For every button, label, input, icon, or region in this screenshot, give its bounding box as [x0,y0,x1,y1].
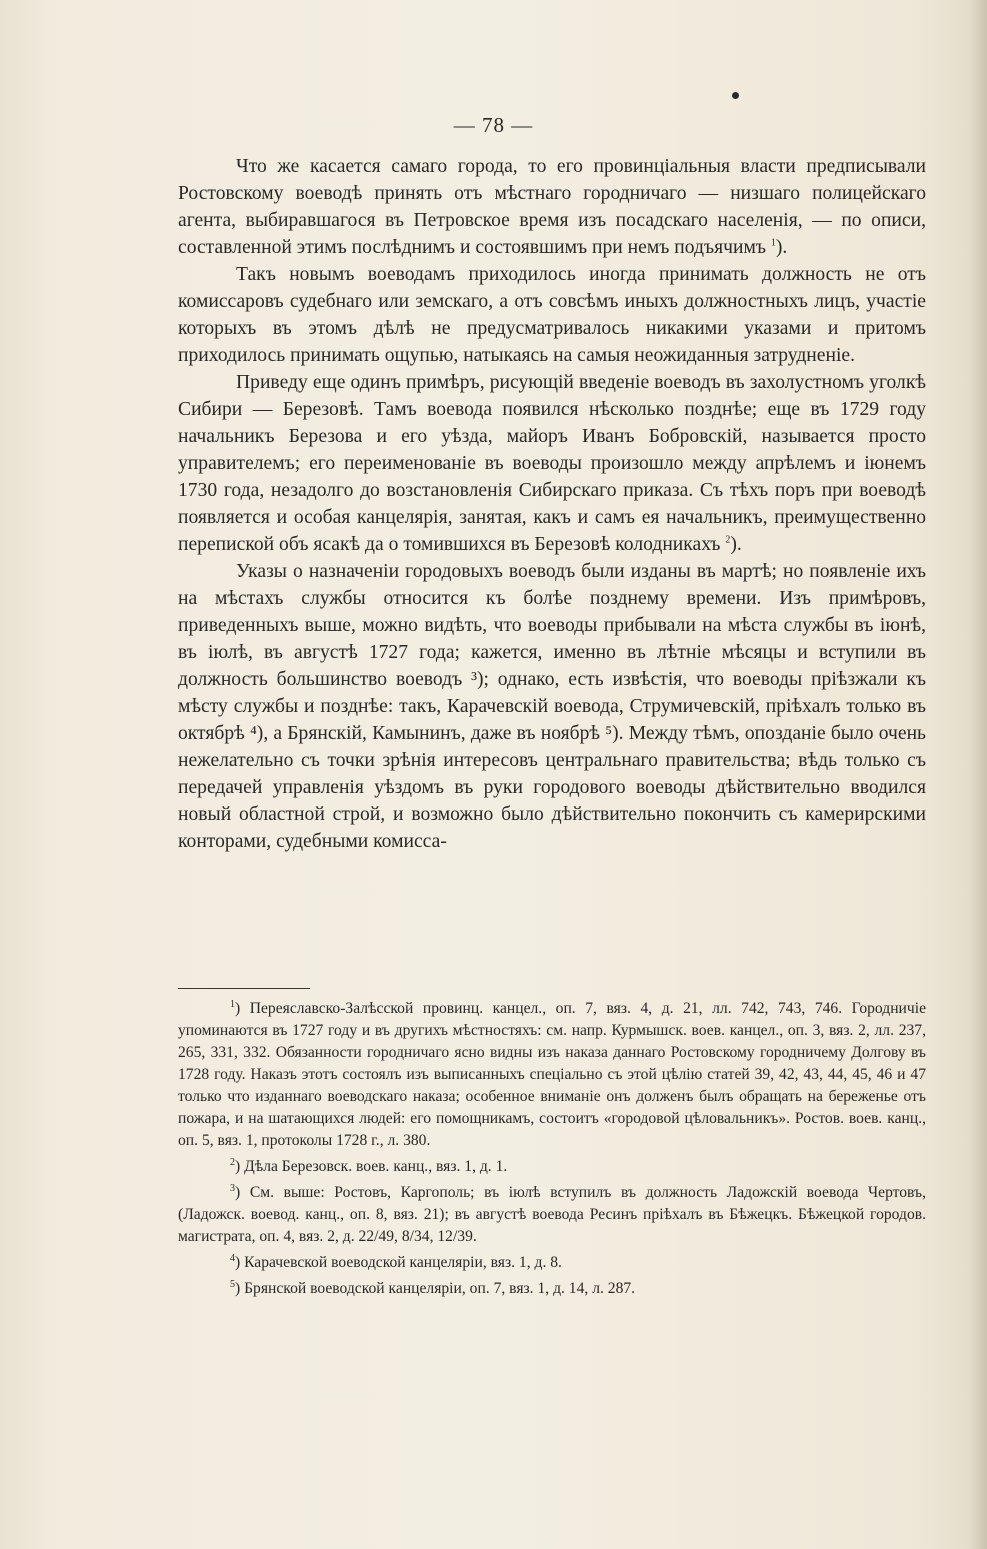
footnote-2: $^2$) Дѣла Березовск. воев. канц., вяз. 1, д. 1. [230,1156,508,1175]
main-text [178,153,926,855]
page-edge-shadow [969,0,987,1549]
footnote-ref-2: 2 [725,534,731,546]
ink-dot [732,92,739,99]
footnote-5: $^5$) Брянской воеводской канцеляріи, оп. 7, вяз. 1, д. 14, л. 287. [230,1278,636,1297]
footnote-ref-1: 1 [770,237,776,249]
paragraph-1: Что же касается самаго города, то его провинціальныя власти предписывали Ростовскому воеводѣ принять отъ мѣстнаго городничаго — низшаго полицейскаго агента, выбиравшагося въ Петровское время изъ посадскаго населенія, — по описи, составленной этимъ послѣднимъ и состоявшимъ при немъ подъячимъ $^1$). [178,156,926,258]
paragraph-3: Приведу еще одинъ примѣръ, рисующій введеніе воеводъ въ захолустномъ уголкѣ Сибири — Березовѣ. Тамъ воевода появился нѣсколько позднѣе; еще въ 1729 году начальникъ Березова и его уѣзда, майоръ Иванъ Бобровскій, называется просто управителемъ; его переименованіе въ воеводы произошло между апрѣлемъ и іюнемъ 1730 года, незадолго до возстановленія Сибирскаго приказа. Съ тѣхъ поръ при воеводѣ появляется и особая канцелярія, занятая, какъ и самъ ея начальникъ, преимущественно перепиской объ ясакѣ да о томившихся въ Березовѣ колодникахъ $^2$). [178,372,926,555]
footnote-4: $^4$) Карачевской воеводской канцеляріи, вяз. 1, д. 8. [230,1252,562,1271]
footnote-1: $^1$) Переяславско-Залѣсской провинц. канцел., оп. 7, вяз. 4, д. 21, лл. 742, 743, 746. Городничіе упоминаются въ 1727 году и въ другихъ мѣстностяхъ: см. напр. Курмышск. воев. канцел., оп. 3, вяз. 2, лл. 237, 265, 331, 332. Обязанности городничаго ясно видны изъ наказа даннаго Ростовскому городничему Долгову въ 1728 году. Наказъ этотъ состоялъ изъ выписанныхъ спеціально съ этой цѣлію статей 39, 42, 43, 44, 45, 46 и 47 только что изданнаго воеводскаго наказа; особенное вниманіе онъ долженъ былъ обращать на береженье отъ пожара, и на шатающихся людей: его помощникамъ, состоитъ «городовой цѣловальникъ». Ростов. воев. канц., оп. 5, вяз. 1, протоколы 1728 г., л. 380. [178,998,926,1149]
paragraph-2: Такъ новымъ воеводамъ приходилось иногда принимать должность не отъ комиссаровъ судебнаго или земскаго, а отъ совсѣмъ иныхъ должностныхъ лицъ, участіе которыхъ въ этомъ дѣлѣ не предусматривалось никакими указами и притомъ приходилось принимать ощупью, натыкаясь на самыя неожиданныя затрудненіе. [178,264,926,366]
paragraph-4: Указы о назначеніи городовыхъ воеводъ были изданы въ мартѣ; но появленіе ихъ на мѣстахъ службы относится къ болѣе позднему времени. Изъ примѣровъ, приведенныхъ выше, можно видѣть, что воеводы прибывали на мѣста службы въ іюнѣ, въ іюлѣ, въ августѣ 1727 года; кажется, именно въ лѣтніе мѣсяцы и вступили въ должность большинство воеводъ ³); однако, есть извѣстія, что воеводы пріѣзжали къ мѣсту службы и позднѣе: такъ, Карачевскій воевода, Струмичевскій, пріѣхалъ только въ октябрѣ ⁴), а Брянскій, Камынинъ, даже въ ноябрѣ ⁵). Между тѣмъ, опозданіе было очень нежелательно съ точки зрѣнія интересовъ центральнаго правительства; вѣдь только съ передачей управленія уѣздомъ въ руки городового воеводы дѣйствительно вводился новый областной строй, и возможно было дѣйствительно покончить съ камерирскими конторами, судебными комисса- [178,561,926,852]
page-number: — 78 — [453,113,534,137]
footnotes [178,998,926,1304]
footnote-separator [178,988,310,989]
footnote-3: $^3$) См. выше: Ростовъ, Каргополь; въ іюлѣ вступилъ въ должность Ладожскій воевода Чертовъ, (Ладожск. воевод. канц., оп. 8, вяз. 21); въ августѣ воевода Ресинъ пріѣхалъ въ Бѣжецкъ. Бѣжецкой городов. магистрата, оп. 4, вяз. 2, д. 22/49, 8/34, 12/39. [178,1182,926,1245]
